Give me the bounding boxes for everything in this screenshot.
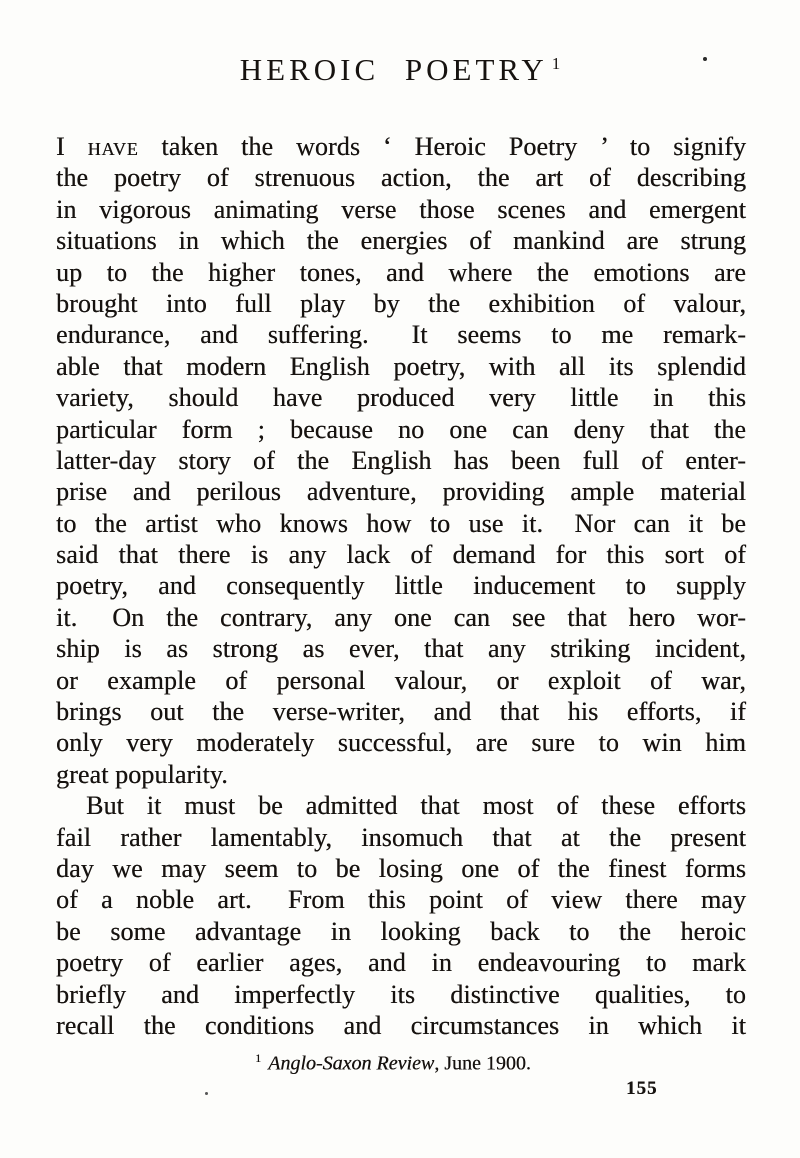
page-number: 155 (626, 1078, 658, 1099)
text-line: But it must be admitted that most of these efforts (86, 791, 746, 821)
text-line: brings out the verse-writer, and that his efforts, if (56, 697, 746, 727)
text-line: particular form ; because no one can deny that the (56, 414, 746, 444)
text-line: prise and perilous adventure, providing ample material (56, 477, 746, 507)
text-line: day we may seem to be losing one of the finest forms (56, 853, 746, 883)
text-line: the poetry of strenuous action, the art of describing (56, 163, 746, 193)
title-footnote-marker: 1 (551, 53, 561, 73)
text-line: poetry, and consequently little inducement to supply (56, 571, 746, 601)
text-line (56, 131, 746, 162)
scan-artifact-dot (205, 1092, 208, 1095)
text-line: situations in which the energies of mankind are strung (56, 226, 746, 256)
text-line: fail rather lamentably, insomuch that at the present (56, 822, 746, 852)
title-text: HEROIC POETRY (239, 52, 548, 87)
text-line: to the artist who knows how to use it. Nor can it be (56, 508, 746, 538)
text-line: be some advantage in looking back to the heroic (56, 916, 746, 946)
text-line: brought into full play by the exhibition of valour, (56, 288, 746, 318)
text-line: of a noble art. From this point of view there may (56, 885, 746, 915)
text-line: able that modern English poetry, with all its splendid (56, 351, 746, 381)
text-line: it. On the contrary, any one can see that hero wor- (56, 602, 746, 632)
text-line: said that there is any lack of demand for this sort of (56, 540, 746, 570)
paragraph-1 (56, 162, 746, 790)
paragraph-lead: I (56, 132, 88, 161)
footnote (0, 1051, 786, 1076)
text-line: or example of personal valour, or exploit of war, (56, 665, 746, 695)
text-line: great popularity. (56, 759, 228, 789)
text-line: in vigorous animating verse those scenes and emergent (56, 194, 746, 224)
text-line: recall the conditions and circumstances in which it (56, 1010, 746, 1040)
text-line: variety, should have produced very little in this (56, 383, 746, 413)
paragraph-2 (56, 790, 746, 1041)
scan-artifact-dot (703, 57, 707, 61)
smallcaps-word: have (87, 132, 139, 161)
text-line: latter-day story of the English has been full of enter- (56, 445, 746, 475)
text-line: up to the higher tones, and where the emotions are (56, 257, 746, 287)
page-title (0, 52, 800, 88)
body-text (56, 131, 746, 1041)
text-line: ship is as strong as ever, that any striking incident, (56, 634, 746, 664)
text-line: poetry of earlier ages, and in endeavouring to mark (56, 948, 746, 978)
footnote-source: Anglo-Saxon Review (268, 1052, 435, 1075)
text-line: briefly and imperfectly its distinctive qualities, to (56, 979, 746, 1009)
text-line: endurance, and suffering. It seems to me remark- (56, 320, 746, 350)
first-line-rest: taken the words ‘ Heroic Poetry ’ to signify (138, 132, 747, 161)
footnote-marker: 1 (255, 1051, 262, 1065)
text-line: only very moderately successful, are sure to win him (56, 728, 746, 758)
footnote-rest: , June 1900. (434, 1052, 531, 1075)
